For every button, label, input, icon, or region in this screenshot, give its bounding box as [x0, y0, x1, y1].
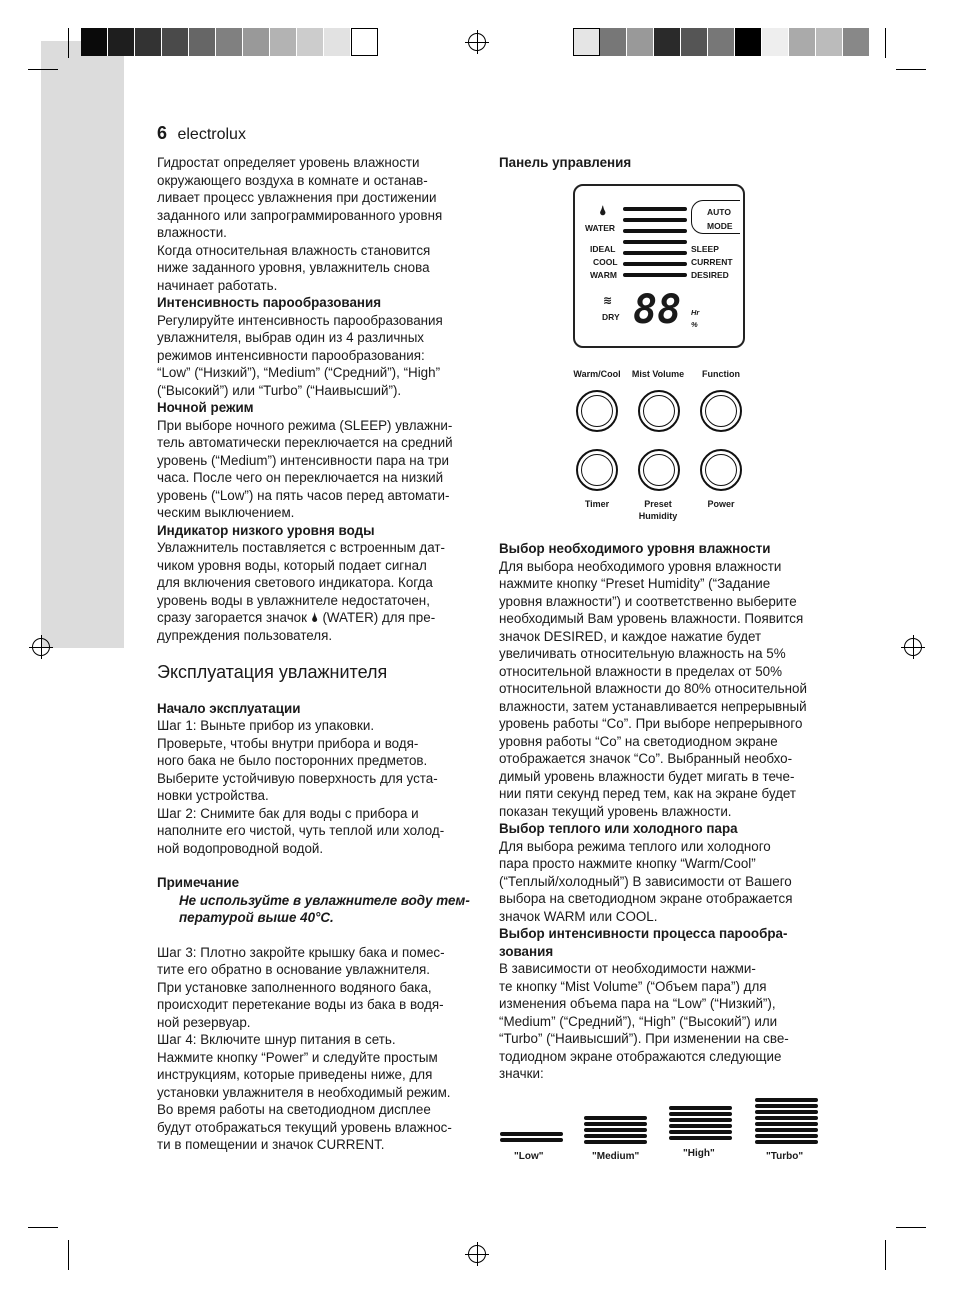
text-line: чиком уровня воды, который подает сигнал: [157, 557, 427, 573]
registration-mark-right: [904, 638, 922, 656]
text-line: начинает работать.: [157, 277, 278, 293]
text-line: для включения светового индикатора. Когда: [157, 575, 433, 590]
note-heading: Примечание: [157, 875, 240, 890]
text-line: ной водопроводной водой.: [157, 840, 324, 856]
text-line: режимов интенсивности парообразования:: [157, 347, 425, 363]
text-line: установки увлажнителя в необходимый режим.: [157, 1084, 451, 1100]
text-line: Шаг 1: Выньте прибор из упаковки.: [157, 718, 375, 733]
humidity-button-label: Humidity: [638, 511, 678, 521]
text-line: нии пяти секунд перед тем, как на экране будет: [499, 786, 797, 801]
text-line: наполните его чистой, чуть теплой или холод-: [157, 823, 445, 838]
page-header: [157, 123, 246, 144]
intensity-heading-line1: Выбор интенсивности процесса парообра-: [499, 926, 788, 941]
control-panel-heading: Панель управления: [499, 155, 632, 170]
text-line: пературой выше 40°C.: [179, 910, 334, 925]
text-line: уровень (“Medium”) интенсивности пара на три: [157, 452, 449, 468]
text-line: уровня работы “Co” на светодиодном экране: [499, 733, 778, 749]
text-line: ного бака не было посторонних предметов.: [157, 753, 428, 768]
section-title: Эксплуатация увлажнителя: [157, 662, 388, 682]
text-line: уровень работы “Co”. При выборе непрерывного: [499, 716, 803, 731]
warm-cool-heading: Выбор теплого или холодного пара: [499, 821, 738, 836]
turbo-level-label: "Turbo": [766, 1151, 804, 1162]
text-line: ниже заданного уровня, увлажнитель снова: [157, 260, 430, 275]
brand-name: electrolux: [177, 126, 246, 143]
text-line: нажмите кнопку “Preset Humidity” (“Задание: [499, 576, 771, 591]
text-line: сразу загорается значок 🌢 (WATER) для пре-: [157, 610, 436, 625]
crop-mark: [68, 1240, 69, 1270]
timer-button[interactable]: [576, 449, 618, 491]
high-level-label: "High": [683, 1148, 715, 1159]
text-line: При выборе ночного режима (SLEEP) увлажни-: [157, 417, 453, 433]
crop-mark: [885, 1240, 886, 1270]
text-line: относительной влажности до 80% относительной: [499, 681, 807, 696]
text-line: Для выбора режима теплого или холодного: [499, 838, 771, 854]
text-line: новки устройства.: [157, 788, 269, 803]
medium-level-label: "Medium": [592, 1151, 640, 1162]
text-line: Увлажнитель поставляется с встроенным дат-: [157, 540, 445, 555]
text-line: При установке заполненного водяного бака,: [157, 979, 432, 995]
preset-humidity-button[interactable]: [638, 449, 680, 491]
power-button[interactable]: [700, 449, 742, 491]
text-line: значок DESIRED, и каждое нажатие будет: [499, 628, 762, 644]
text-line: “Medium” (“Средний”), “High” (“Высокий”) или: [499, 1013, 778, 1029]
text-line: ливает процесс увлажнения при достижении: [157, 190, 437, 205]
sleep-mode-text: [157, 417, 482, 522]
lcd-warm-label: WARM: [590, 270, 617, 280]
text-line: уровень воды в увлажнителе недостаточен,: [157, 592, 430, 608]
humidity-level-heading: Выбор необходимого уровня влажности: [499, 541, 771, 556]
text-line: “Turbo” (“Наивысший”). При изменении на све-: [499, 1031, 789, 1046]
text-line: происходит перетекание воды из бака в водя-: [157, 997, 444, 1012]
warm-cool-button-label: Warm/Cool: [573, 369, 621, 379]
mist-intensity-heading: Интенсивность парообразования: [157, 295, 382, 310]
function-button-label: Function: [702, 369, 740, 379]
intro-text: [157, 154, 482, 294]
page-number: 6: [157, 123, 168, 143]
text-line: Выберите устойчивую поверхность для уста-: [157, 770, 438, 786]
lcd-segment: [623, 207, 687, 211]
text-line: тите его обратно в основание увлажнителя.: [157, 962, 431, 977]
lcd-digits: 88: [633, 287, 682, 333]
text-line: ческим выключением.: [157, 505, 295, 520]
lcd-auto-label: AUTO: [707, 207, 731, 217]
text-line: (“Теплый/холодный”) В зависимости от Вашего: [499, 873, 792, 889]
medium-level-icon: [584, 1116, 647, 1146]
registration-mark-top: [468, 33, 486, 51]
water-indicator-heading: Индикатор низкого уровня воды: [157, 522, 375, 538]
crop-mark: [896, 1227, 926, 1228]
text-line: выбора на светодиодном экране отображается: [499, 891, 793, 906]
text-line: увеличивать относительную влажность на 5%: [499, 646, 786, 661]
text-line: отображается значок “Co”. Выбранный необхо-: [499, 751, 793, 766]
text-line: В зависимости от необходимости нажми-: [499, 961, 756, 976]
text-line: изменения объема пара на “Low” (“Низкий”),: [499, 996, 776, 1011]
text-line: значок WARM или COOL.: [499, 908, 658, 924]
lcd-segment: [623, 240, 687, 244]
text-line: (“Высокий”) или “Turbo” (“Наивысший”).: [157, 382, 402, 398]
text-line: те кнопку “Mist Volume” (“Объем пара”) для: [499, 978, 767, 994]
text-line: Гидростат определяет уровень влажности: [157, 155, 420, 170]
sleep-mode-heading: Ночной режим: [157, 400, 254, 415]
text-line: будут отображаться текущий уровень влажнос-: [157, 1119, 452, 1135]
lcd-sleep-label: SLEEP: [691, 244, 719, 254]
text-line: Не используйте в увлажнителе воду тем-: [179, 892, 470, 908]
text-line: значки:: [499, 1066, 544, 1081]
registration-mark-left: [32, 638, 50, 656]
lcd-segment: [623, 251, 687, 255]
humidity-level-text: [499, 558, 829, 821]
dry-wave-icon: ≋: [603, 295, 613, 307]
text-line: уровня влажности”) и соответственно выберите: [499, 593, 797, 609]
high-level-icon: [669, 1106, 732, 1142]
text-line: инструкциям, которые приведены ниже, для: [157, 1067, 433, 1082]
text-line: тель автоматически переключается на средний: [157, 435, 453, 450]
lcd-display: [573, 184, 745, 348]
lcd-mode-label: MODE: [707, 221, 733, 231]
text-line: тодиодном экране отображаются следующие: [499, 1048, 782, 1064]
crop-mark: [896, 69, 926, 70]
warm-cool-text: [499, 838, 829, 926]
text-line: показан текущий уровень влажности.: [499, 803, 732, 819]
low-level-label: "Low": [514, 1151, 544, 1162]
text-line: дупреждения пользователя.: [157, 627, 333, 643]
lcd-dry-label: DRY: [602, 312, 620, 322]
registration-mark-bottom: [468, 1245, 486, 1263]
text-line: “Low” (“Низкий”), “Medium” (“Средний”), “High”: [157, 365, 441, 380]
text-line: пара просто нажмите кнопку “Warm/Cool”: [499, 856, 756, 871]
text-line: Регулируйте интенсивность парообразования: [157, 312, 443, 328]
text-line: окружающего воздуха в комнате и останав-: [157, 172, 428, 188]
text-line: ти в помещении и значок CURRENT.: [157, 1137, 385, 1152]
text-line: ной резервуар.: [157, 1014, 251, 1030]
text-line: Проверьте, чтобы внутри прибора и водя-: [157, 735, 419, 751]
text-line: влажности.: [157, 225, 227, 240]
grayscale-bar-left: [81, 28, 378, 56]
text-line: Для выбора необходимого уровня влажности: [499, 558, 782, 574]
function-button[interactable]: [700, 390, 742, 432]
intensity-text: [499, 960, 829, 1083]
low-level-icon: [500, 1132, 563, 1144]
steps-text: [157, 944, 482, 1154]
text-line: Когда относительная влажность становится: [157, 242, 431, 258]
lcd-desired-label: DESIRED: [691, 270, 729, 280]
text-line: относительной влажности в пределах от 50%: [499, 663, 782, 679]
lcd-ideal-label: IDEAL: [590, 244, 616, 254]
text-line: уровень (“Low”) на пять часов перед автомати-: [157, 487, 450, 503]
text-line: Во время работы на светодиодном дисплее: [157, 1102, 431, 1117]
lcd-hr-label: Hr: [691, 308, 700, 317]
lcd-segment: [623, 262, 687, 266]
power-button-label: Power: [707, 499, 735, 509]
mist-volume-button[interactable]: [638, 390, 680, 432]
water-indicator-text: [157, 539, 482, 644]
timer-button-label: Timer: [584, 499, 610, 509]
text-line: димый уровень влажности будет мигать в тече-: [499, 768, 795, 784]
text-line: Шаг 3: Плотно закройте крышку бака и помес-: [157, 944, 445, 960]
mist-intensity-text: [157, 312, 482, 400]
text-line: Нажмите кнопку “Power” и следуйте простым: [157, 1049, 438, 1065]
lcd-segment: [623, 218, 687, 222]
lcd-percent-label: %: [691, 320, 698, 329]
intensity-heading-line2: зования: [499, 943, 554, 959]
mist-volume-button-label: Mist Volume: [631, 369, 685, 379]
grayscale-bar-right: [573, 28, 870, 56]
crop-mark: [28, 1227, 58, 1228]
text-line: часа. После чего он переключается на низкий: [157, 470, 444, 485]
note-text: [157, 892, 482, 927]
start-text: [157, 717, 482, 857]
crop-mark: [28, 69, 58, 70]
text-line: Шаг 2: Снимите бак для воды с прибора и: [157, 805, 419, 821]
start-heading: Начало эксплуатации: [157, 700, 301, 716]
page-side-tab: [41, 41, 124, 648]
warm-cool-button[interactable]: [576, 390, 618, 432]
preset-button-label: Preset: [644, 499, 672, 509]
lcd-water-label: WATER: [585, 223, 616, 233]
text-line: Шаг 4: Включите шнур питания в сеть.: [157, 1032, 396, 1047]
lcd-segment: [623, 229, 687, 233]
text-line: увлажнителя, выбрав один из 4 различных: [157, 330, 425, 345]
text-line: необходимый Вам уровень влажности. Появится: [499, 611, 804, 626]
crop-mark: [885, 28, 886, 58]
text-line: влажности, затем устанавливается непрерывный: [499, 698, 807, 714]
turbo-level-icon: [755, 1098, 818, 1146]
lcd-current-label: CURRENT: [691, 257, 733, 267]
crop-mark: [68, 28, 69, 58]
lcd-segment: [623, 273, 687, 277]
left-column: [157, 154, 482, 1154]
lcd-cool-label: COOL: [593, 257, 618, 267]
text-line: заданного или запрограммированного уровня: [157, 207, 443, 223]
water-drop-icon: 🌢: [599, 203, 607, 218]
right-column-text: [499, 540, 829, 1083]
